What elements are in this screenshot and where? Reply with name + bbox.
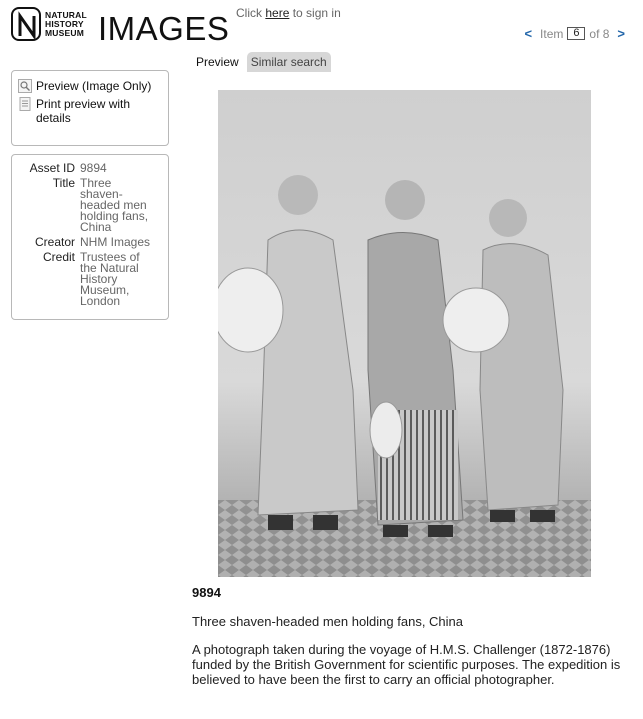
view-tabs (192, 52, 331, 72)
meta-row-credit (16, 252, 164, 307)
meta-value: Trustees of the Natural History Museum, London (80, 250, 140, 308)
magnifier-icon (18, 79, 32, 93)
logo-line-museum: MUSEUM (45, 27, 84, 38)
meta-key: Creator (34, 235, 75, 249)
item-pager (520, 26, 629, 41)
tool-label-print-preview: Print preview with details (36, 97, 131, 125)
meta-row-asset-id (16, 163, 164, 174)
signin-prompt (236, 6, 341, 20)
meta-key: Asset ID (29, 161, 75, 175)
caption-description: A photograph taken during the voyage of H.M.S. Challenger (1872-1876) funded by the British Government for scientific purposes. The expedition is believed to have been the first to carry an official photographer. (192, 642, 621, 687)
pager-current-item-input[interactable]: 6 (567, 27, 585, 40)
tool-label-preview: Preview (Image Only) (36, 79, 152, 93)
tab-similar-search[interactable]: Similar search (247, 52, 331, 72)
prev-item-button[interactable]: < (524, 26, 533, 41)
next-item-button[interactable]: > (617, 26, 625, 41)
meta-key: Credit (42, 250, 75, 264)
pager-total-label: of 8 (589, 26, 610, 41)
document-icon (18, 97, 32, 111)
meta-value: NHM Images (80, 235, 151, 249)
meta-row-title (16, 178, 164, 233)
nhm-logo[interactable] (11, 7, 87, 41)
print-preview-link[interactable] (18, 97, 162, 125)
signin-prefix: Click (236, 6, 262, 20)
meta-value: Three shaven-headed men holding fans, China (80, 176, 149, 234)
logo-n-mark (11, 7, 41, 41)
brand-images-word: IMAGES (98, 10, 230, 47)
meta-row-creator (16, 237, 164, 248)
tools-panel (11, 70, 169, 146)
preview-photo[interactable] (218, 90, 591, 577)
photo-illustration (218, 90, 591, 577)
pager-item-label: Item (540, 26, 564, 41)
logo-line-natural: NATURAL (45, 9, 87, 20)
meta-value: 9894 (80, 161, 107, 175)
signin-link[interactable]: here (265, 6, 290, 20)
tab-preview[interactable]: Preview (192, 52, 243, 72)
caption-asset-id: 9894 (192, 585, 221, 600)
caption-title: Three shaven-headed men holding fans, China (192, 614, 464, 629)
metadata-panel (11, 154, 169, 320)
preview-image-only-link[interactable] (18, 79, 162, 93)
meta-key: Title (52, 176, 75, 190)
logo-text (45, 11, 87, 38)
signin-suffix: to sign in (292, 6, 341, 20)
logo-line-history: HISTORY (45, 18, 84, 29)
